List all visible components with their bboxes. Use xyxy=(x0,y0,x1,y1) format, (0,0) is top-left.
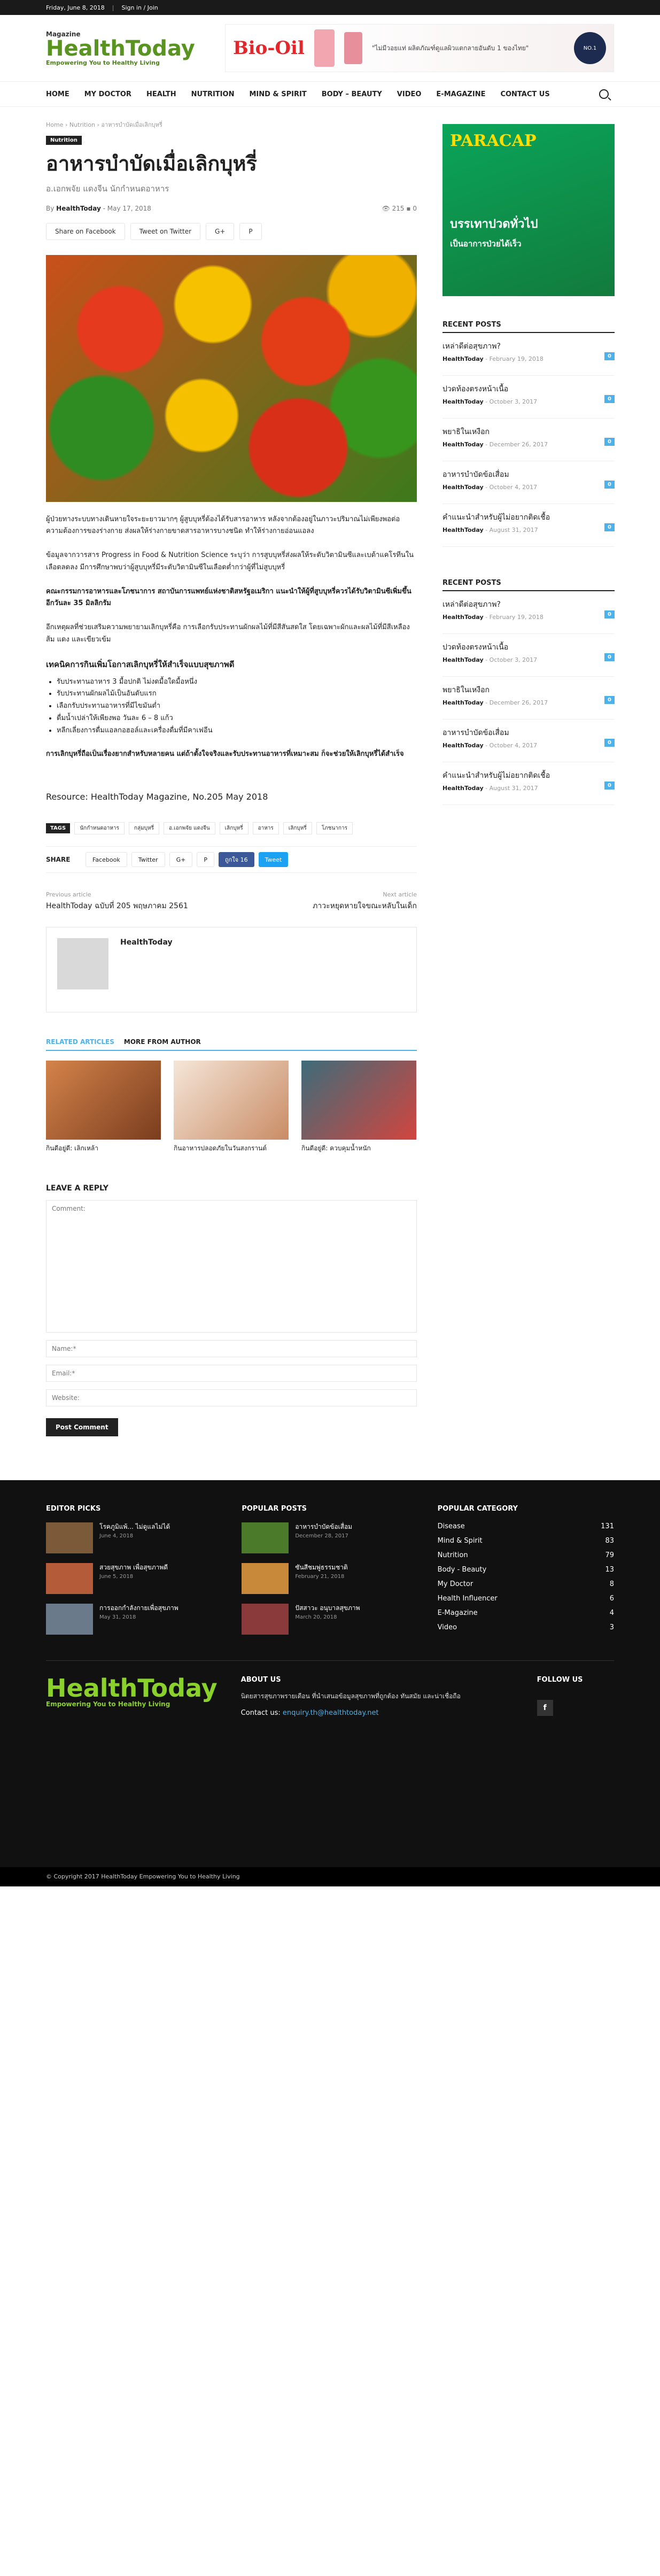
recent-post-meta: HealthToday - October 3, 2017 xyxy=(442,656,538,663)
footer-post-thumbnail xyxy=(46,1522,93,1553)
comment-count-badge: 0 xyxy=(604,610,615,618)
leave-reply-heading: LEAVE A REPLY xyxy=(46,1183,108,1193)
footer-post-title[interactable]: การออกกำลังกายเพื่อสุขภาพ xyxy=(99,1604,178,1612)
category-name: Disease xyxy=(437,1522,465,1530)
tag-chip[interactable]: อาหาร xyxy=(253,822,279,834)
footer-post-date: December 28, 2017 xyxy=(295,1533,348,1539)
comment-count-badge: 0 xyxy=(604,523,615,531)
banner-text: "ไม่มีวอยแท่ ผลิตภัณฑ์ดูแลผิวแตกลายอันดับ 1 ของไทย" xyxy=(371,44,529,52)
sidebar-ad[interactable] xyxy=(442,124,615,296)
footer-post-thumbnail xyxy=(242,1604,289,1635)
recent-post-meta: HealthToday - October 4, 2017 xyxy=(442,742,538,749)
related-thumbnail xyxy=(301,1061,416,1140)
facebook-like-button[interactable]: ถูกใจ 16 xyxy=(219,852,254,867)
tab-related-articles[interactable]: RELATED ARTICLES xyxy=(46,1038,114,1046)
tab-more-from-author[interactable]: MORE FROM AUTHOR xyxy=(123,1038,201,1046)
next-article[interactable]: Next article ภาวะหยุดหายใจขณะหลับในเด็ก xyxy=(313,891,417,910)
ad-line: เป็นอาการป่วยได้เร็ว xyxy=(450,239,522,249)
popular-category: POPULAR CATEGORY Disease 131 Mind & Spirit 83 Nutrition 79 Body - Beauty 13 My Doctor 8 Health Influencer 6 E-Magazine 4 Video 3 xyxy=(437,1504,614,1631)
post-comment-button[interactable]: Post Comment xyxy=(46,1418,118,1436)
list-item: • ดื่มน้ำเปล่าให้เพียงพอ วันละ 6 – 8 แก้ว xyxy=(57,713,417,725)
comment-count-badge: 0 xyxy=(604,438,615,446)
avatar[interactable] xyxy=(57,938,108,989)
recent-post-meta: HealthToday - October 4, 2017 xyxy=(442,484,538,491)
name-field[interactable]: Name:* xyxy=(46,1340,417,1357)
category-count: 3 xyxy=(609,1623,614,1631)
footer-post-title[interactable]: สวยสุขภาพ เพื่อสุขภาพดี xyxy=(99,1563,168,1571)
recent-post-meta: HealthToday - August 31, 2017 xyxy=(442,527,538,533)
footer-post-date: February 21, 2018 xyxy=(295,1573,345,1580)
tips-list xyxy=(46,676,417,737)
comment-count-badge: 0 xyxy=(604,739,615,747)
category-link[interactable] xyxy=(438,1551,614,1559)
search-icon[interactable] xyxy=(599,89,609,99)
related-thumbnail xyxy=(46,1061,161,1140)
article-main xyxy=(46,107,417,1436)
category-link[interactable] xyxy=(438,1522,614,1530)
recent-post-meta: HealthToday - February 19, 2018 xyxy=(442,355,543,362)
recent-post-item[interactable] xyxy=(442,376,615,419)
recent-posts-heading: RECENT POSTS xyxy=(442,579,615,591)
footer-post-title[interactable]: ซันสีชมพู่ธรรมชาติ xyxy=(295,1563,348,1571)
category-count: 8 xyxy=(609,1580,614,1588)
recent-post-title[interactable]: เหล่าดีต่อสุขภาพ? xyxy=(442,342,501,351)
recent-post-item[interactable] xyxy=(442,634,615,677)
recent-post-title[interactable]: พยาธิในเหงือก xyxy=(442,428,490,436)
category-link[interactable] xyxy=(438,1609,614,1617)
site-header xyxy=(0,15,660,81)
prev-article[interactable]: Previous article HealthToday ฉบับที่ 205 พฤษภาคม 2561 xyxy=(46,891,188,910)
recent-post-title[interactable]: คำแนะนำสำหรับผู้ไม่อยากติดเชื้อ xyxy=(442,513,550,522)
recent-posts-heading: RECENT POSTS xyxy=(442,321,615,333)
banner-seal: NO.1 xyxy=(574,32,606,64)
related-tabs xyxy=(46,1038,417,1051)
banner-brand: Bio-Oil xyxy=(233,37,305,59)
separator: | xyxy=(112,4,114,11)
footer-post-date: June 4, 2018 xyxy=(99,1533,134,1539)
category-name: My Doctor xyxy=(437,1580,473,1588)
article-subtitle: อ.เอกพจัย แดงจีน นักกำหนดอาหาร xyxy=(46,183,169,194)
footer-post-title[interactable]: ปัสสาวะ อนุบาลสุขภาพ xyxy=(295,1604,360,1612)
footer-post-title[interactable]: อาหารบำบัดข้อเสื่อม xyxy=(295,1522,353,1530)
nav-item-health[interactable]: HEALTH xyxy=(146,90,176,98)
paragraph: ผู้ป่วยทางระบบทางเดินหายใจระยะยาวมากๆ ผู้สูบบุหรี่ต้องได้รับสารอาหาร หลังจากต้องอยู่ในภาวะปริมาณไม่เพียงพอต่อความต้องการของร่างกาย ส่งผลให้ร่างกายขาดสารอาหารบางชนิด ทำให้ร่างกายอ่อนแอลง xyxy=(46,515,400,536)
date-text: Friday, June 8, 2018 xyxy=(46,4,105,11)
nav-item-e-magazine[interactable]: E-MAGAZINE xyxy=(436,90,486,98)
bottom-share-bar xyxy=(46,846,417,873)
comment-count-badge: 0 xyxy=(604,782,615,790)
header-banner-ad[interactable] xyxy=(225,24,614,72)
footer-post-item[interactable] xyxy=(242,1604,418,1635)
breadcrumb[interactable]: Home › Nutrition › อาหารบำบัดเมื่อเลิกบุหรี่ xyxy=(46,121,162,128)
comment-count-badge: 0 xyxy=(604,395,615,403)
recent-post-title[interactable]: เหล่าดีต่อสุขภาพ? xyxy=(442,600,501,609)
comment-count-badge: 0 xyxy=(604,352,615,360)
tag-chip[interactable]: กลุ่มบุหรี่ xyxy=(129,822,159,834)
recent-post-item[interactable] xyxy=(442,720,615,762)
recent-post-meta: HealthToday - October 3, 2017 xyxy=(442,398,538,405)
list-item: • รับประทานอาหาร 3 มื้อปกติ ไม่งดมื้อใดมื้อหนึ่ง xyxy=(57,676,417,689)
category-name: Body - Beauty xyxy=(437,1565,487,1574)
footer-post-title[interactable]: โรคภูมิแพ้... ไม่ดูแลไม่ได้ xyxy=(99,1522,170,1530)
tag-chip[interactable]: โภชนาการ xyxy=(316,822,353,834)
footer-logo[interactable]: HealthToday Empowering You to Healthy Living xyxy=(46,1673,218,1708)
copyright: © Copyright 2017 HealthToday Empowering You to Healthy Living xyxy=(0,1867,660,1886)
recent-post-meta: HealthToday - December 26, 2017 xyxy=(442,699,548,706)
recent-post-title[interactable]: คำแนะนำสำหรับผู้ไม่อยากติดเชื้อ xyxy=(442,771,550,780)
signin-link[interactable]: Sign in / Join xyxy=(121,4,158,11)
tweet-button[interactable]: Tweet xyxy=(259,852,289,867)
nav-item-mind-spirit[interactable]: MIND & SPIRIT xyxy=(249,90,307,98)
recent-post-item[interactable] xyxy=(442,419,615,461)
banner-bottle xyxy=(344,32,362,64)
prev-next-nav xyxy=(46,891,417,912)
tag-chip[interactable]: เลิกบุหรี่ xyxy=(220,822,249,834)
recent-post-title[interactable]: พยาธิในเหงือก xyxy=(442,686,490,694)
comment-count-badge: 0 xyxy=(604,653,615,661)
category-badge[interactable]: Nutrition xyxy=(46,136,82,145)
footer-post-date: June 5, 2018 xyxy=(99,1573,134,1580)
article-meta: By HealthToday - May 17, 2018 👁 215 ▪ 0 xyxy=(46,204,417,212)
nav-item-nutrition[interactable]: NUTRITION xyxy=(191,90,235,98)
site-footer xyxy=(0,1480,660,1886)
footer-post-item[interactable] xyxy=(46,1563,222,1594)
share-label: SHARE xyxy=(46,856,71,863)
about-us: ABOUT US นิตยสารสุขภาพรายเดือน ที่นำเสนอข้อมูลสุขภาพที่ถูกต้อง ทันสมัย และน่าเชื่อถือ Contact us: enquiry.th@healthtoday.net xyxy=(240,1675,461,1717)
footer-post-thumbnail xyxy=(46,1604,93,1635)
category-link[interactable] xyxy=(438,1595,614,1603)
tips-heading: เทคนิคการกินเพิ่มโอกาสเลิกบุหรี่ให้สำเร็จแบบสุขภาพดี xyxy=(46,659,235,669)
category-name: Video xyxy=(437,1623,457,1631)
tags-row xyxy=(46,822,417,834)
category-count: 83 xyxy=(605,1536,614,1545)
top-bar xyxy=(0,0,660,15)
post-date: May 17, 2018 xyxy=(107,204,151,212)
recent-post-meta: HealthToday - February 19, 2018 xyxy=(442,614,543,621)
tag-chip[interactable]: อ.เอกพจัย แดงจีน xyxy=(164,822,215,834)
share-gplus-button[interactable]: G+ xyxy=(206,223,234,240)
recent-post-meta: HealthToday - December 26, 2017 xyxy=(442,441,548,448)
category-count: 6 xyxy=(609,1594,614,1603)
recent-post-item[interactable] xyxy=(442,677,615,720)
related-grid xyxy=(46,1061,417,1153)
share-facebook-button[interactable]: Facebook xyxy=(86,852,127,867)
recent-post-title[interactable]: อาหารบำบัดข้อเสื่อม xyxy=(442,470,509,479)
site-logo[interactable] xyxy=(46,30,201,66)
sidebar xyxy=(442,107,615,1436)
category-count: 131 xyxy=(601,1522,614,1530)
paragraph: คณะกรรมการอาหารและโภชนาการ สถาบันการแพทย์แห่งชาติสหรัฐอเมริกา แนะนำให้ผู้ที่สูบบุหรี่ควรได้รับวิตามินซีเพิ่มขึ้นอีกวันละ 35 มิลลิกรัม xyxy=(46,587,411,608)
share-twitter-button[interactable]: Twitter xyxy=(131,852,165,867)
recent-post-item[interactable] xyxy=(442,504,615,547)
share-gplus-button[interactable]: G+ xyxy=(169,852,193,867)
related-item[interactable]: กินอาหารปลอดภัยในวันสงกรานต์ xyxy=(174,1061,289,1153)
category-count: 4 xyxy=(609,1608,614,1617)
main-nav xyxy=(0,81,660,107)
recent-post-meta: HealthToday - August 31, 2017 xyxy=(442,785,538,792)
editor-picks: EDITOR PICKS โรคภูมิแพ้... ไม่ดูแลไม่ได้ June 4, 2018 สวยสุขภาพ เพื่อสุขภาพดี June 5, 2018 การออกกำลังกายเพื่อสุขภาพ May 31, 2018 xyxy=(46,1505,222,1644)
follow-us: FOLLOW US f xyxy=(537,1676,583,1717)
list-item: • รับประทานผักผลไม้เป็นอันดับแรก xyxy=(57,688,417,700)
logo-small: Magazine xyxy=(46,30,81,38)
comment-field[interactable]: Comment: xyxy=(46,1200,417,1333)
author-link[interactable]: HealthToday xyxy=(56,204,101,212)
list-item: • เลือกรับประทานอาหารที่มีไขมันต่ำ xyxy=(57,700,417,713)
category-count: 13 xyxy=(605,1565,614,1574)
category-link[interactable] xyxy=(438,1623,614,1631)
footer-post-item[interactable] xyxy=(46,1604,222,1635)
footer-post-item[interactable] xyxy=(46,1522,222,1553)
nav-item-body-beauty[interactable]: BODY – BEAUTY xyxy=(321,90,382,98)
nav-item-video[interactable]: VIDEO xyxy=(397,90,422,98)
related-item[interactable]: กินดีอยู่ดี: เลิกเหล้า xyxy=(46,1061,161,1153)
logo-brand: HealthToday xyxy=(46,36,195,61)
tag-chip[interactable]: เลิกบุหรี่ xyxy=(283,822,312,834)
paragraph: อีกเหตุผลที่ช่วยเสริมความพยายามเลิกบุหรี่คือ การเลือกรับประทานผักผลไม้ที่มีสีสันสดใส โดยเฉพาะผักและผลไม้ที่มีสีเหลือง ส้ม แดง และเขียวเข้ม xyxy=(46,623,410,644)
footer-post-thumbnail xyxy=(46,1563,93,1594)
recent-post-item[interactable] xyxy=(442,591,615,634)
footer-post-date: March 20, 2018 xyxy=(295,1614,337,1620)
category-link[interactable] xyxy=(438,1566,614,1574)
eye-icon: 👁 xyxy=(382,204,390,212)
footer-post-thumbnail xyxy=(242,1522,289,1553)
recent-post-item[interactable] xyxy=(442,333,615,376)
recent-post-title[interactable]: ปวดท้องตรงหน้าเนื้อ xyxy=(442,643,509,652)
list-item: • หลีกเลี่ยงการดื่มแอลกอฮอล์และเครื่องดื่มที่มีคาเฟอีน xyxy=(57,725,417,737)
share-pinterest-button[interactable]: P xyxy=(197,852,214,867)
recent-post-item[interactable] xyxy=(442,461,615,504)
closing-paragraph: การเลิกบุหรี่ถือเป็นเรื่องยากสำหรับหลายคน แต่ถ้าตั้งใจจริงและรับประทานอาหารที่เหมาะสม ก็จะช่วยให้เลิกบุหรี่ได้สำเร็จ xyxy=(46,750,404,759)
comment-count-badge: 0 xyxy=(604,696,615,704)
tag-chip[interactable]: นักกำหนดอาหาร xyxy=(74,822,125,834)
ad-line: บรรเทาปวดทั่วไป xyxy=(450,218,538,231)
category-count: 79 xyxy=(605,1551,614,1559)
comment-count-badge: 0 xyxy=(604,481,615,489)
footer-post-item[interactable] xyxy=(242,1522,418,1553)
hero-image-peppers xyxy=(46,255,417,502)
recent-post-title[interactable]: ปวดท้องตรงหน้าเนื้อ xyxy=(442,385,509,393)
comment-icon: ▪ xyxy=(406,204,411,212)
author-box xyxy=(46,927,417,1012)
popular-posts: POPULAR POSTS อาหารบำบัดข้อเสื่อม December 28, 2017 ซันสีชมพู่ธรรมชาติ February 21, 2018 ปัสสาวะ อนุบาลสุขภาพ March 20, 2018 xyxy=(242,1505,418,1644)
tags-label: TAGS xyxy=(46,823,70,833)
category-name: Mind & Spirit xyxy=(437,1536,483,1545)
recent-post-title[interactable]: อาหารบำบัดข้อเสื่อม xyxy=(442,729,509,737)
comment-count: 0 xyxy=(413,204,417,212)
category-link[interactable] xyxy=(438,1580,614,1588)
nav-item-my-doctor[interactable]: MY DOCTOR xyxy=(84,90,131,98)
category-link[interactable] xyxy=(438,1537,614,1545)
nav-item-contact-us[interactable]: CONTACT US xyxy=(500,90,550,98)
paragraph: ข้อมูลจากวารสาร Progress in Food & Nutrition Science ระบุว่า การสูบบุหรี่ส่งผลให้ระดับวิตามินซีและเบต้าแคโรทีนในเลือดลดลง มีการศึกษาพบว่าผู้สูบบุหรี่มีระดับวิตามินซีในเลือดต่ำกว่าผู้ที่ไม่สูบบุหรี่ xyxy=(46,551,414,571)
author-name[interactable]: HealthToday xyxy=(120,938,173,947)
category-name: Nutrition xyxy=(437,1551,468,1559)
logo-tagline: Empowering You to Healthy Living xyxy=(46,59,160,66)
footer-post-date: May 31, 2018 xyxy=(99,1614,136,1620)
email-field[interactable]: Email:* xyxy=(46,1365,417,1382)
footer-post-thumbnail xyxy=(242,1563,289,1594)
page-title: อาหารบำบัดเมื่อเลิกบุหรี่ xyxy=(46,152,257,175)
share-facebook-button[interactable]: Share on Facebook xyxy=(46,223,125,240)
related-thumbnail xyxy=(174,1061,289,1140)
recent-post-item[interactable] xyxy=(442,762,615,805)
share-bar xyxy=(46,223,417,240)
nav-item-home[interactable]: HOME xyxy=(46,90,69,98)
facebook-icon[interactable]: f xyxy=(537,1700,553,1716)
banner-bottle xyxy=(314,29,335,67)
view-count: 215 xyxy=(392,204,405,212)
related-item[interactable]: กินดีอยู่ดี: ควบคุมน้ำหนัก xyxy=(301,1061,416,1153)
share-twitter-button[interactable]: Tweet on Twitter xyxy=(130,223,200,240)
category-name: Health Influencer xyxy=(437,1594,498,1603)
share-pinterest-button[interactable]: P xyxy=(239,223,261,240)
website-field[interactable]: Website: xyxy=(46,1389,417,1406)
resource-note: Resource: HealthToday Magazine, No.205 May 2018 xyxy=(46,792,268,802)
ad-brand: PARACAP xyxy=(450,131,537,150)
category-name: E-Magazine xyxy=(437,1608,478,1617)
contact-email-link[interactable]: enquiry.th@healthtoday.net xyxy=(282,1708,379,1717)
footer-post-item[interactable] xyxy=(242,1563,418,1594)
